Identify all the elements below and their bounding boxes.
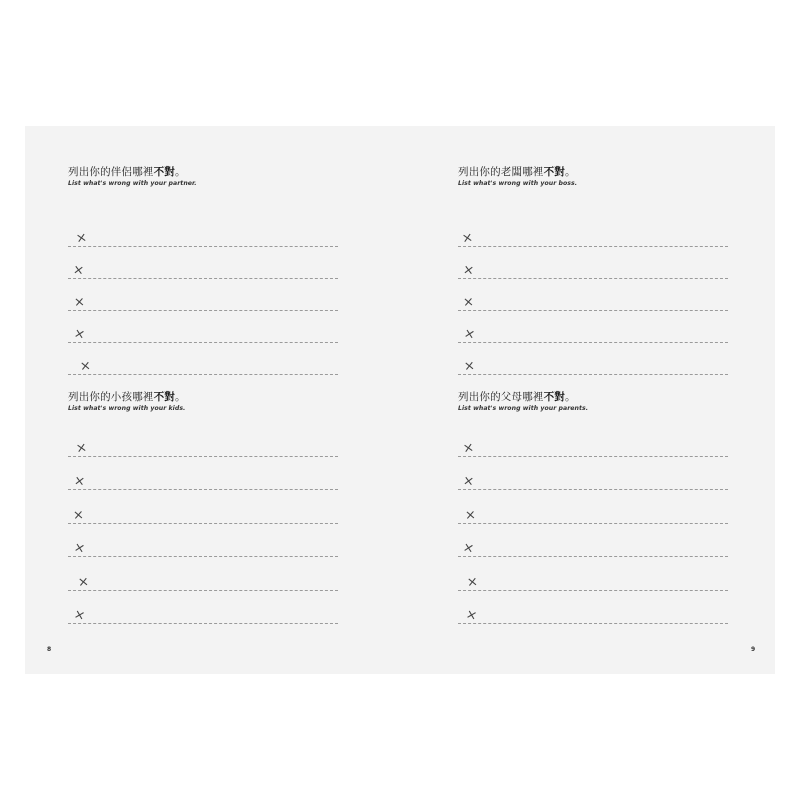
dashed-line xyxy=(68,342,338,343)
answer-line[interactable] xyxy=(68,470,338,490)
answer-line[interactable] xyxy=(458,437,728,457)
x-mark-icon: × xyxy=(464,606,479,625)
dashed-line xyxy=(458,590,728,591)
x-mark-icon: × xyxy=(462,473,475,490)
answer-line[interactable] xyxy=(68,355,338,375)
x-mark-icon: × xyxy=(72,326,87,343)
prompt-chinese: 列出你的伴侶哪裡不對。 xyxy=(68,166,186,178)
answer-line[interactable] xyxy=(458,323,728,343)
answer-line[interactable] xyxy=(68,537,338,557)
answer-line[interactable] xyxy=(458,537,728,557)
section-boss xyxy=(458,166,728,375)
dashed-line xyxy=(68,456,338,457)
answer-line[interactable] xyxy=(458,604,728,624)
x-mark-icon: × xyxy=(462,294,475,311)
dashed-line xyxy=(458,623,728,624)
dashed-line xyxy=(458,523,728,524)
book-spread xyxy=(25,126,775,674)
dashed-line xyxy=(68,523,338,524)
dashed-line xyxy=(458,278,728,279)
dashed-line xyxy=(458,246,728,247)
dashed-line xyxy=(68,556,338,557)
x-mark-icon: × xyxy=(72,262,85,279)
prompt-chinese: 列出你的老闆哪裡不對。 xyxy=(458,166,576,178)
x-mark-icon: × xyxy=(73,294,86,311)
answer-line[interactable] xyxy=(458,355,728,375)
section-kids xyxy=(68,391,338,625)
x-mark-icon: × xyxy=(74,230,89,247)
prompt-english: List what's wrong with your partner. xyxy=(68,180,197,187)
x-mark-icon: × xyxy=(464,507,477,524)
answer-line[interactable] xyxy=(68,604,338,624)
page-number-right: 9 xyxy=(751,646,756,653)
x-mark-icon: × xyxy=(72,507,85,524)
dashed-line xyxy=(458,374,728,375)
x-mark-icon: × xyxy=(79,358,92,375)
dashed-line xyxy=(68,489,338,490)
dashed-line xyxy=(68,623,338,624)
dashed-line xyxy=(458,310,728,311)
answer-line[interactable] xyxy=(68,259,338,279)
x-mark-icon: × xyxy=(461,540,476,557)
dashed-line xyxy=(68,246,338,247)
prompt-english: List what's wrong with your kids. xyxy=(68,405,186,412)
answer-line[interactable] xyxy=(458,470,728,490)
x-mark-icon: × xyxy=(466,574,479,591)
answer-line[interactable] xyxy=(68,437,338,457)
prompt-english: List what's wrong with your boss. xyxy=(458,180,578,187)
x-mark-icon: × xyxy=(461,440,476,457)
x-mark-icon: × xyxy=(72,540,87,557)
prompt-english: List what's wrong with your parents. xyxy=(458,405,589,412)
section-parents xyxy=(458,391,728,625)
prompt-chinese: 列出你的父母哪裡不對。 xyxy=(458,391,576,403)
x-mark-icon: × xyxy=(463,358,476,375)
dashed-line xyxy=(458,556,728,557)
answer-line[interactable] xyxy=(458,259,728,279)
answer-line[interactable] xyxy=(68,227,338,247)
answer-line[interactable] xyxy=(458,227,728,247)
prompt-chinese: 列出你的小孩哪裡不對。 xyxy=(68,391,186,403)
dashed-line xyxy=(68,278,338,279)
answer-line[interactable] xyxy=(68,504,338,524)
answer-line[interactable] xyxy=(68,291,338,311)
answer-line[interactable] xyxy=(458,291,728,311)
dashed-line xyxy=(458,456,728,457)
x-mark-icon: × xyxy=(460,230,475,247)
dashed-line xyxy=(458,342,728,343)
section-partner xyxy=(68,166,338,375)
dashed-line xyxy=(68,590,338,591)
x-mark-icon: × xyxy=(73,473,86,490)
answer-line[interactable] xyxy=(458,504,728,524)
dashed-line xyxy=(458,489,728,490)
x-mark-icon: × xyxy=(72,606,87,625)
dashed-line xyxy=(68,310,338,311)
answer-line[interactable] xyxy=(458,571,728,591)
x-mark-icon: × xyxy=(462,326,477,343)
dashed-line xyxy=(68,374,338,375)
answer-line[interactable] xyxy=(68,571,338,591)
x-mark-icon: × xyxy=(77,574,90,591)
x-mark-icon: × xyxy=(462,262,475,279)
page-number-left: 8 xyxy=(47,646,52,653)
answer-line[interactable] xyxy=(68,323,338,343)
x-mark-icon: × xyxy=(74,440,89,457)
